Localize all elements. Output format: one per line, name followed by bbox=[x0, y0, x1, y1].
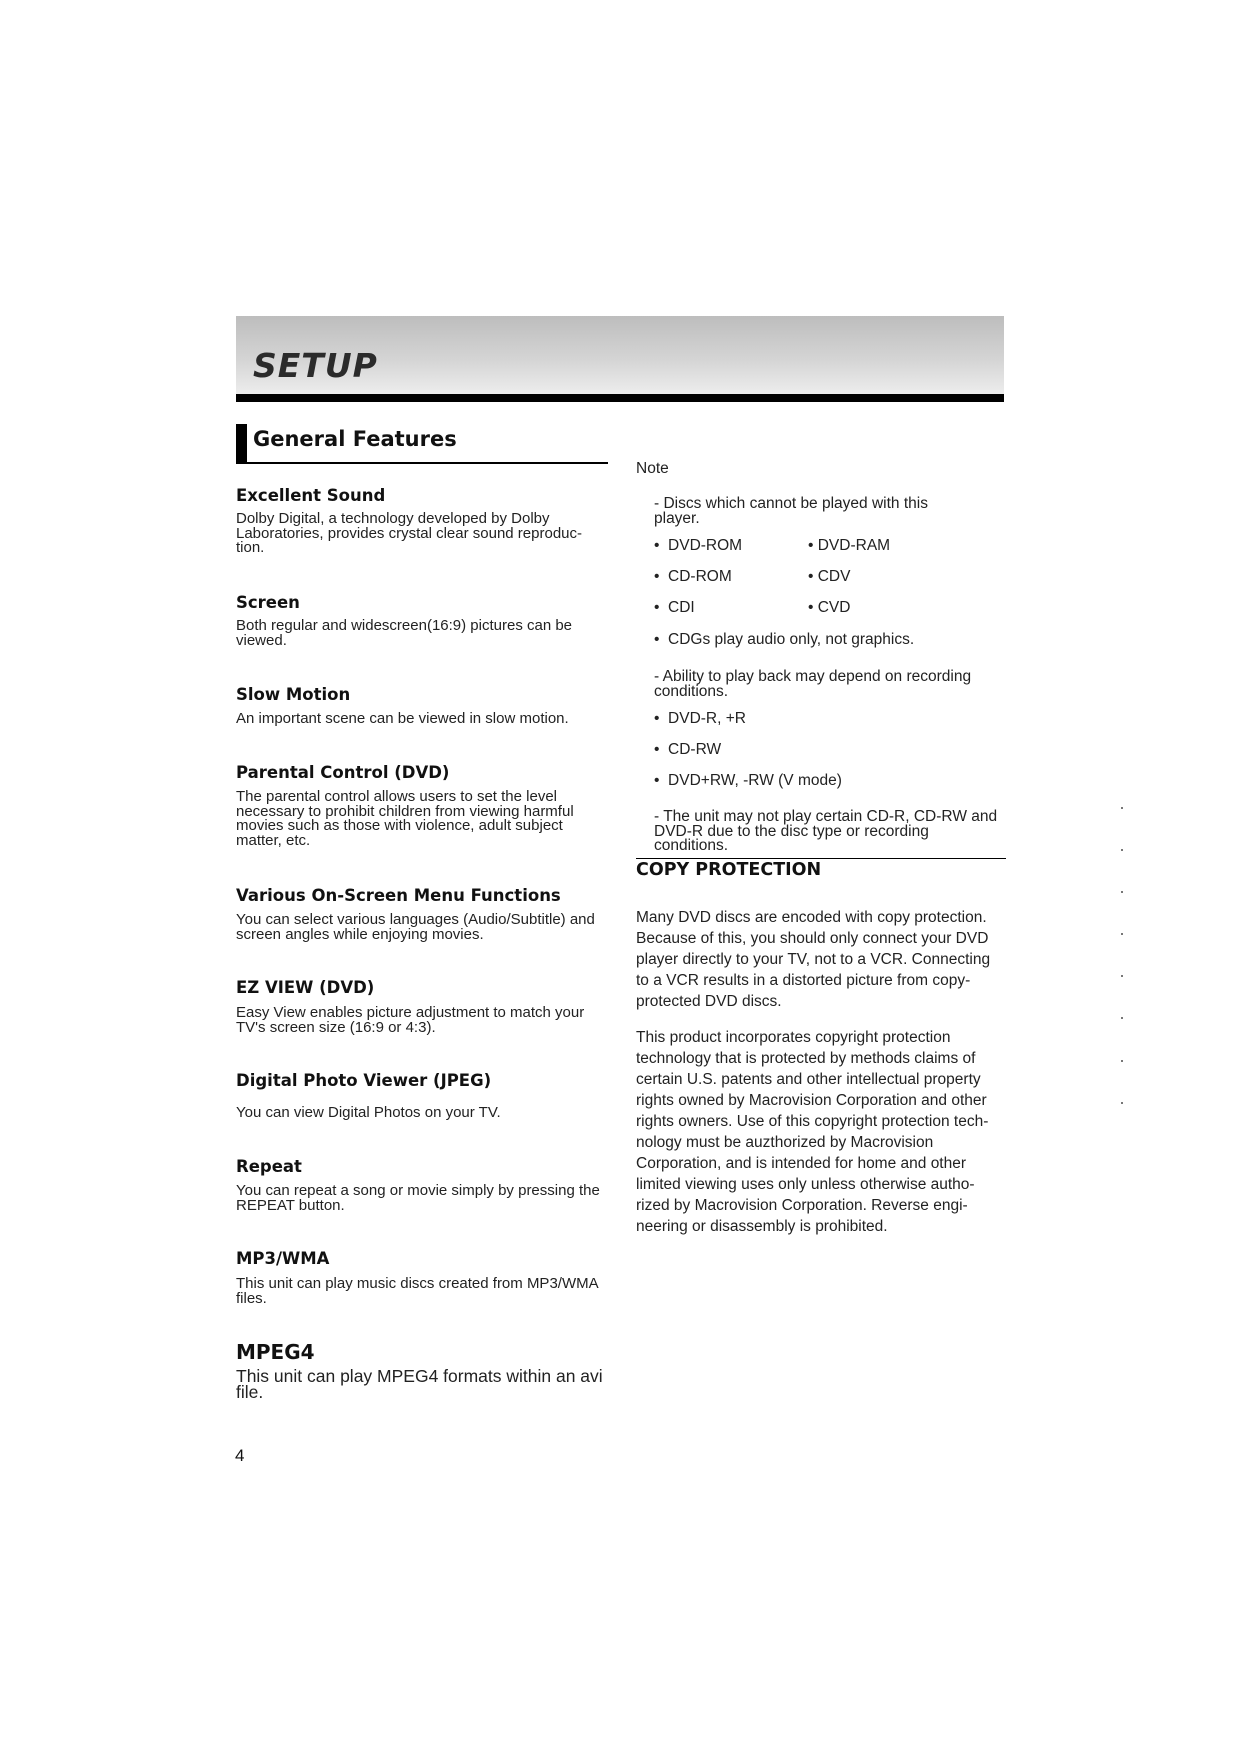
copy-protection-heading bbox=[636, 858, 1006, 880]
cdg-note: CDGs play audio only, not graphics. bbox=[668, 631, 915, 648]
feature-title-mpeg4: MPEG4 bbox=[236, 1340, 315, 1364]
bullet-item: • CVD bbox=[808, 599, 851, 616]
feature-title-excellent-sound: Excellent Sound bbox=[236, 486, 386, 505]
disc-label: CDI bbox=[668, 599, 695, 616]
bullet-item: • CDI bbox=[654, 599, 695, 616]
page-title: SETUP bbox=[253, 346, 378, 385]
bullet-item: • CD-RW bbox=[654, 741, 722, 758]
feature-title-parental-control: Parental Control (DVD) bbox=[236, 763, 450, 782]
header-band bbox=[236, 316, 1004, 394]
disc-label: DVD+RW, -RW (V mode) bbox=[668, 772, 842, 789]
copy-protection-title: COPY PROTECTION bbox=[636, 860, 822, 880]
page-number: 4 bbox=[235, 1446, 245, 1465]
bullet-item: • DVD-ROM bbox=[654, 537, 743, 554]
bullet-item: • DVD-R, +R bbox=[654, 710, 746, 727]
feature-title-ez-view: EZ VIEW (DVD) bbox=[236, 978, 375, 997]
feature-title-on-screen-menu: Various On-Screen Menu Functions bbox=[236, 886, 561, 905]
bullet-item: • DVD-RAM bbox=[808, 537, 891, 554]
section-heading bbox=[236, 424, 608, 464]
feature-title-screen: Screen bbox=[236, 593, 300, 612]
feature-title-mp3-wma: MP3/WMA bbox=[236, 1249, 330, 1268]
feature-desc-parental-control: The parental control allows users to set the level necessary to prohibit children from viewing harmful movies such as those with violence, adult subject matter, etc. bbox=[236, 788, 574, 849]
edge-dot bbox=[1121, 849, 1123, 851]
edge-dot bbox=[1121, 933, 1123, 935]
feature-desc-mpeg4: This unit can play MPEG4 formats within an avi file. bbox=[236, 1366, 603, 1402]
disc-label: CD-ROM bbox=[668, 568, 732, 585]
bullet-item: • CDGs play audio only, not graphics. bbox=[654, 631, 915, 648]
disc-label: CD-RW bbox=[668, 741, 722, 758]
section-title: General Features bbox=[253, 427, 457, 451]
feature-desc-screen: Both regular and widescreen(16:9) pictures can be viewed. bbox=[236, 617, 573, 649]
bullet-item: • CD-ROM bbox=[654, 568, 732, 585]
feature-title-slow-motion: Slow Motion bbox=[236, 685, 351, 704]
disc-label: CDV bbox=[817, 568, 851, 585]
feature-desc-repeat: You can repeat a song or movie simply by pressing the REPEAT button. bbox=[236, 1182, 600, 1214]
note-label: Note bbox=[636, 460, 669, 477]
edge-dot bbox=[1121, 1102, 1123, 1104]
bullet-item: • DVD+RW, -RW (V mode) bbox=[654, 772, 842, 789]
unplayable-intro: - Discs which cannot be played with this player. bbox=[654, 495, 928, 527]
feature-desc-photo-viewer: You can view Digital Photos on your TV. bbox=[236, 1104, 501, 1121]
disc-label: DVD-RAM bbox=[817, 537, 891, 554]
copy-protection-paragraph: Many DVD discs are encoded with copy protection. Because of this, you should only connect your DVD player directly to your TV, not to a VCR. Connecting to a VCR results in a distorted picture from copy-protected DVD discs. bbox=[636, 909, 991, 1010]
feature-desc-mp3-wma: This unit can play music discs created from MP3/WMA files. bbox=[236, 1275, 598, 1307]
edge-dot bbox=[1121, 1060, 1123, 1062]
feature-desc-ez-view: Easy View enables picture adjustment to match your TV's screen size (16:9 or 4:3). bbox=[236, 1004, 585, 1036]
playback-intro: - Ability to play back may depend on recording conditions. bbox=[654, 668, 972, 700]
feature-desc-on-screen-menu: You can select various languages (Audio/Subtitle) and screen angles while enjoying movies. bbox=[236, 911, 595, 943]
copy-protection-paragraph: This product incorporates copyright protection technology that is protected by methods claims of certain U.S. patents and other intellectual property rights owned by Macrovision Corporation and other rights owners. Use of this copyright protection tech-nology must be auzthorized by Macrovision Corporation, and is intended for home and other limited viewing uses only unless otherwise autho-rized by Macrovision Corporation. Reverse engi-neering or disassembly is prohibited. bbox=[636, 1029, 989, 1235]
feature-desc-slow-motion: An important scene can be viewed in slow motion. bbox=[236, 710, 569, 727]
header-rule bbox=[236, 394, 1004, 402]
edge-dot bbox=[1121, 975, 1123, 977]
section-marker bbox=[236, 424, 247, 462]
edge-dot bbox=[1121, 807, 1123, 809]
cdr-note: - The unit may not play certain CD-R, CD-RW and DVD-R due to the disc type or recording conditions. bbox=[654, 808, 998, 854]
feature-title-photo-viewer: Digital Photo Viewer (JPEG) bbox=[236, 1071, 492, 1090]
disc-label: DVD-R, +R bbox=[668, 710, 746, 727]
disc-label: DVD-ROM bbox=[668, 537, 743, 554]
edge-dot bbox=[1121, 1017, 1123, 1019]
edge-dot bbox=[1121, 891, 1123, 893]
general-features-column bbox=[236, 424, 608, 1402]
bullet-item: • CDV bbox=[808, 568, 851, 585]
disc-label: CVD bbox=[817, 599, 851, 616]
feature-desc-excellent-sound: Dolby Digital, a technology developed by Dolby Laboratories, provides crystal clear sound reproduc-tion. bbox=[236, 510, 583, 556]
feature-title-repeat: Repeat bbox=[236, 1157, 302, 1176]
